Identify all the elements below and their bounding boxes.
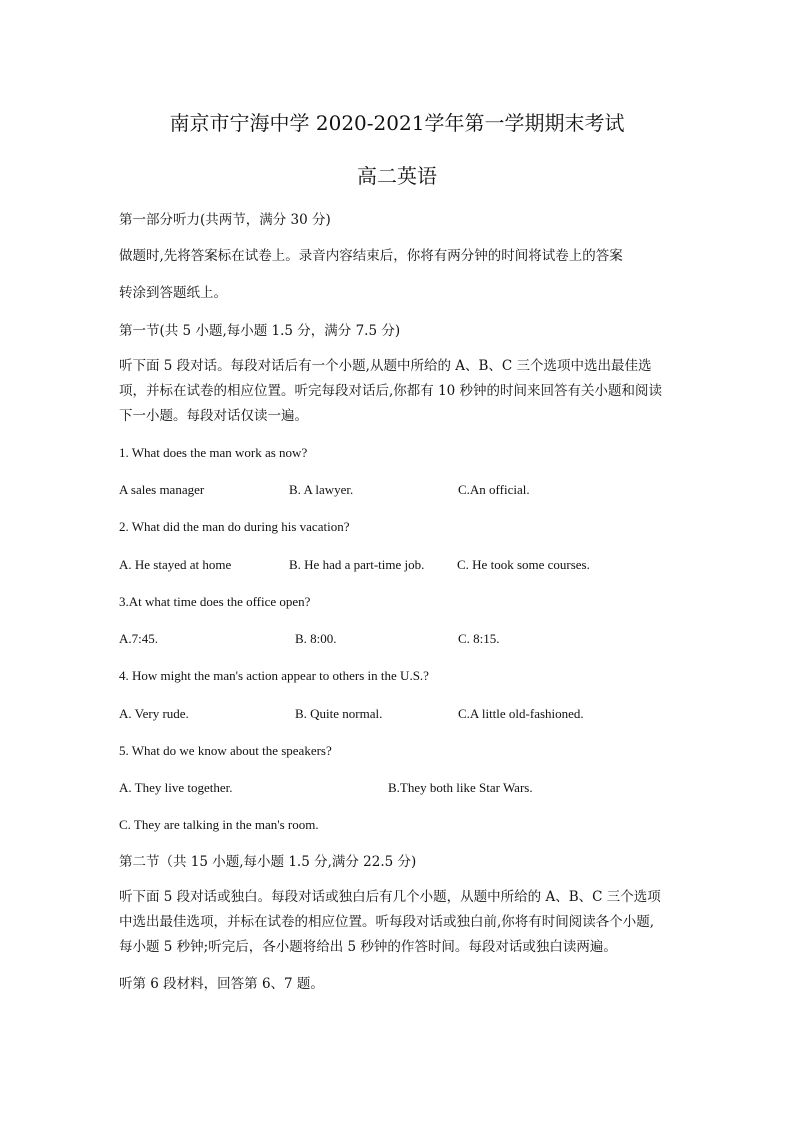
question-4: 4. How might the man's action appear to others in the U.S.? [119, 668, 429, 683]
question-2: 2. What did the man do during his vacation? [119, 519, 350, 534]
section2-material-note: 听第 6 段材料，回答第 6、7 题。 [119, 976, 324, 992]
question-4-option-c: C.A little old-fashioned. [458, 706, 584, 721]
question-1-option-a: A sales manager [119, 482, 205, 497]
question-1-option-c: C.An official. [458, 482, 530, 497]
question-3: 3.At what time does the office open? [119, 594, 311, 609]
section1-instruction-line-2: 项，并标在试卷的相应位置。听完每段对话后,你都有 10 秒钟的时间来回答有关小题和阅读 [119, 383, 663, 399]
part1-heading: 第一部分听力(共两节，满分 30 分) [119, 212, 331, 228]
question-3-option-b: B. 8:00. [295, 631, 337, 646]
question-5-option-b: B.They both like Star Wars. [388, 780, 533, 795]
question-2-option-c: C. He took some courses. [457, 557, 590, 572]
part1-instruction-line-2: 转涂到答题纸上。 [119, 285, 227, 301]
exam-subject: 高二英语 [357, 164, 437, 188]
section1-heading: 第一节(共 5 小题,每小题 1.5 分，满分 7.5 分) [119, 323, 401, 339]
exam-title: 南京市宁海中学 2020-2021学年第一学期期末考试 [169, 111, 625, 135]
question-5-option-c: C. They are talking in the man's room. [119, 817, 319, 832]
section2-instruction-line-1: 听下面 5 段对话或独白。每段对话或独白后有几个小题，从题中所给的 A、B、C 三个选项 [119, 889, 661, 905]
question-3-option-c: C. 8:15. [458, 631, 500, 646]
question-4-option-a: A. Very rude. [119, 706, 189, 721]
section1-instruction-line-1: 听下面 5 段对话。每段对话后有一个小题,从题中所给的 A、B、C 三个选项中选出最佳选 [119, 358, 652, 374]
section2-instruction-line-3: 每小题 5 秒钟;听完后，各小题将给出 5 秒钟的作答时间。每段对话或独白读两遍。 [119, 939, 617, 955]
section2-instruction-line-2: 中选出最佳选项，并标在试卷的相应位置。听每段对话或独白前,你将有时间阅读各个小题, [119, 914, 655, 930]
question-4-option-b: B. Quite normal. [295, 706, 383, 721]
question-5-option-a: A. They live together. [119, 780, 233, 795]
section2-heading: 第二节（共 15 小题,每小题 1.5 分,满分 22.5 分) [119, 854, 417, 870]
question-2-option-a: A. He stayed at home [119, 557, 232, 572]
question-2-option-b: B. He had a part-time job. [289, 557, 425, 572]
section1-instruction-line-3: 下一小题。每段对话仅读一遍。 [119, 408, 308, 424]
question-5: 5. What do we know about the speakers? [119, 743, 332, 758]
part1-instruction-line-1: 做题时,先将答案标在试卷上。录音内容结束后，你将有两分钟的时间将试卷上的答案 [119, 248, 623, 264]
question-3-option-a: A.7:45. [119, 631, 158, 646]
question-1-option-b: B. A lawyer. [289, 482, 354, 497]
question-1: 1. What does the man work as now? [119, 445, 308, 460]
